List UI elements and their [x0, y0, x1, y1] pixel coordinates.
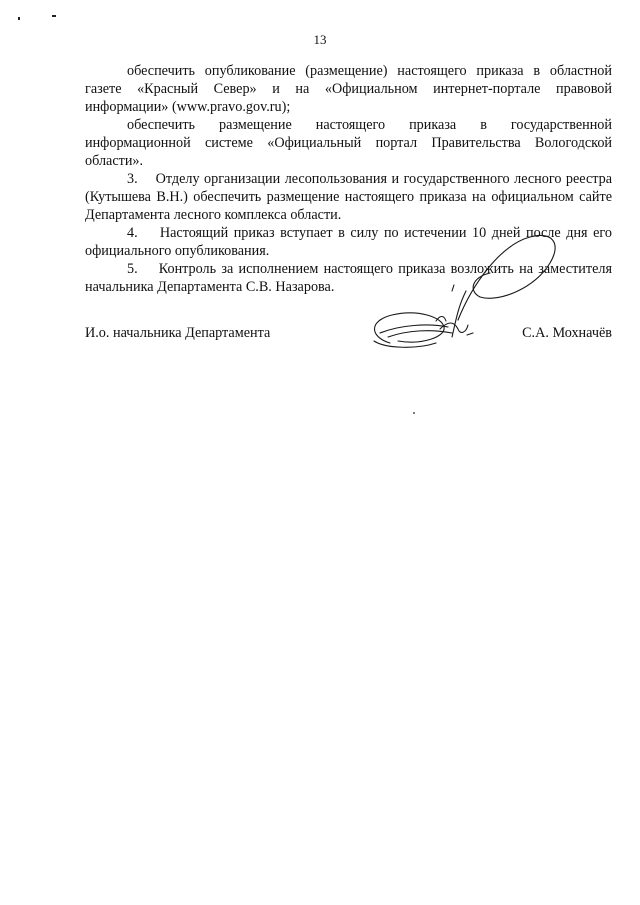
handwritten-signature — [340, 225, 570, 375]
paragraph-placement-portal: обеспечить размещение настоящего приказа в государственной информационной системе «Официальный портал Правительства Вологодской области». — [85, 117, 612, 169]
paragraph-item-5: 5. Контроль за исполнением настоящего приказа возложить на заместителя начальника Департамента С.В. Назарова. — [85, 261, 612, 295]
scan-artifact — [413, 412, 415, 414]
scan-artifact — [52, 15, 56, 17]
signer-name: С.А. Мохначёв — [522, 325, 612, 341]
paragraph-publication: обеспечить опубликование (размещение) настоящего приказа в областной газете «Красный Север» и на «Официальном интернет-портале правовой информации» (www.pravo.gov.ru); — [85, 63, 612, 115]
page-number: 13 — [313, 32, 327, 47]
paragraph-item-4: 4. Настоящий приказ вступает в силу по истечении 10 дней после дня его официального опубликования. — [85, 225, 612, 259]
signer-title: И.о. начальника Департамента — [85, 325, 271, 341]
scan-artifact — [18, 17, 20, 20]
paragraph-item-3: 3. Отделу организации лесопользования и государственного лесного реестра (Кутышева В.Н.) обеспечить размещение настоящего приказа на официальном сайте Департамента лесного комплекса области. — [85, 171, 612, 223]
